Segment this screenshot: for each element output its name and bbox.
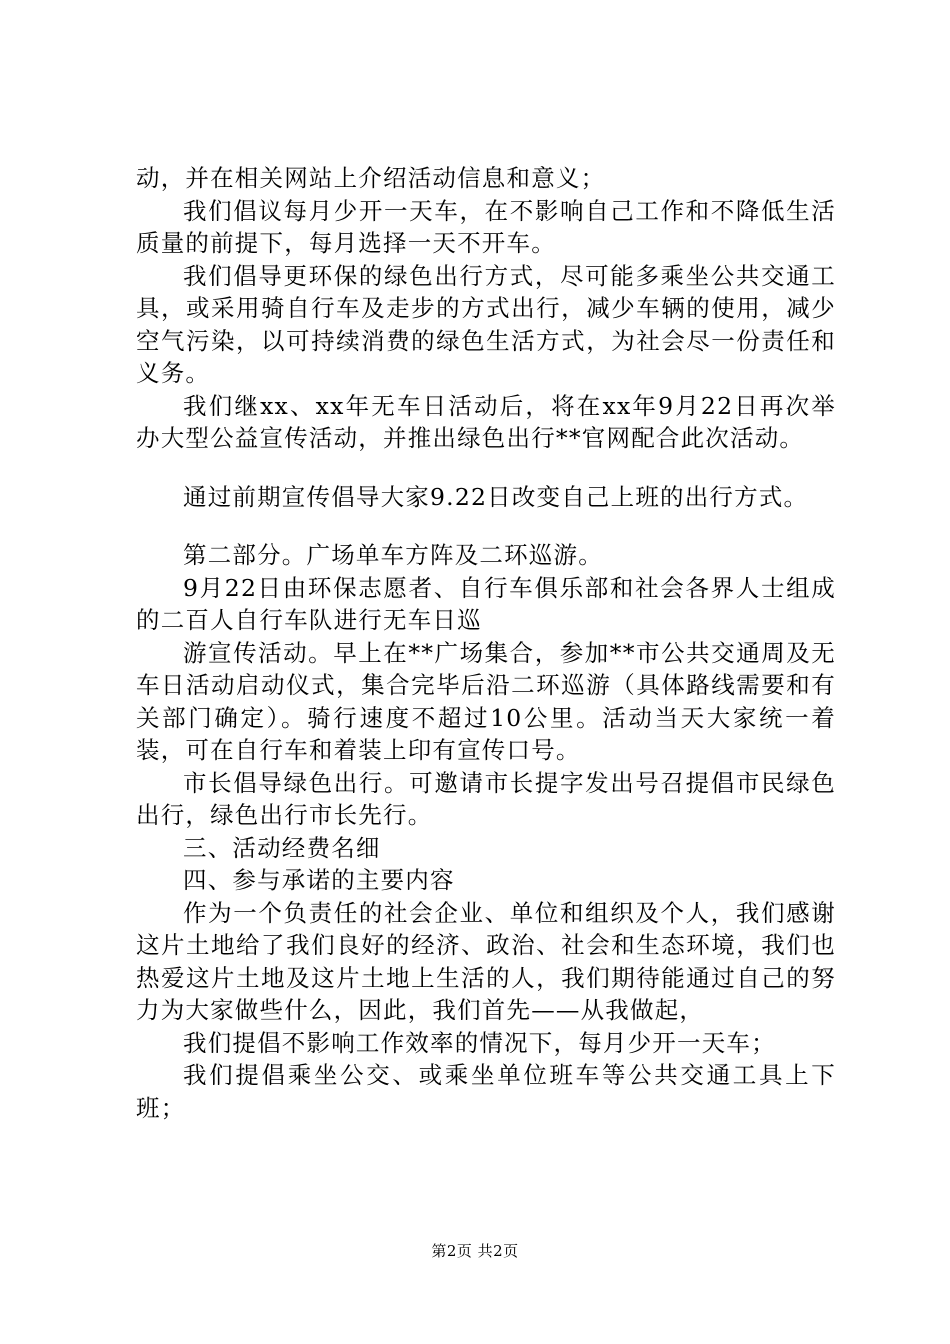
paragraph: 动，并在相关网站上介绍活动信息和意义； [136, 164, 606, 192]
paragraph: 第二部分。广场单车方阵及二环巡游。 [183, 541, 603, 569]
paragraph: 三、活动经费名细 [183, 833, 381, 862]
paragraph: 我们倡议每月少开一天车，在不影响自己工作和不降低生活质量的前提下，每月选择一天不开车。 [136, 196, 836, 257]
paragraph: 市长倡导绿色出行。可邀请市长提字发出号召提倡市民绿色出行，绿色出行市长先行。 [136, 768, 836, 829]
paragraph: 通过前期宣传倡导大家9.22日改变自己上班的出行方式。 [183, 482, 809, 511]
paragraph: 我们继xx、xx年无车日活动后，将在xx年9月22日再次举办大型公益宣传活动，并推出绿色出行**官网配合此次活动。 [136, 391, 836, 452]
document-body [136, 162, 836, 1124]
paragraph: 我们倡导更环保的绿色出行方式，尽可能多乘坐公共交通工具，或采用骑自行车及走步的方式出行，减少车辆的使用，减少空气污染，以可持续消费的绿色生活方式，为社会尽一份责任和义务。 [136, 261, 836, 387]
paragraph: 作为一个负责任的社会企业、单位和组织及个人，我们感谢这片土地给了我们良好的经济、政治、社会和生态环境，我们也热爱这片土地及这片土地上生活的人，我们期待能通过自己的努力为大家做些什么，因此，我们首先——从我做起， [136, 898, 836, 1024]
paragraph: 9月22日由环保志愿者、自行车俱乐部和社会各界人士组成的二百人自行车队进行无车日巡 [136, 573, 836, 634]
paragraph: 我们提倡不影响工作效率的情况下，每月少开一天车； [183, 1028, 776, 1057]
paragraph: 游宣传活动。早上在**广场集合，参加**市公共交通周及无车日活动启动仪式，集合完毕后沿二环巡游（具体路线需要和有关部门确定）。骑行速度不超过10公里。活动当天大家统一着装，可在自行车和着装上印有宣传口号。 [136, 638, 836, 764]
paragraph: 我们提倡乘坐公交、或乘坐单位班车等公共交通工具上下班； [136, 1061, 836, 1122]
page-footer: 第2页 共2页 [431, 1242, 519, 1260]
paragraph: 四、参与承诺的主要内容 [183, 866, 455, 894]
